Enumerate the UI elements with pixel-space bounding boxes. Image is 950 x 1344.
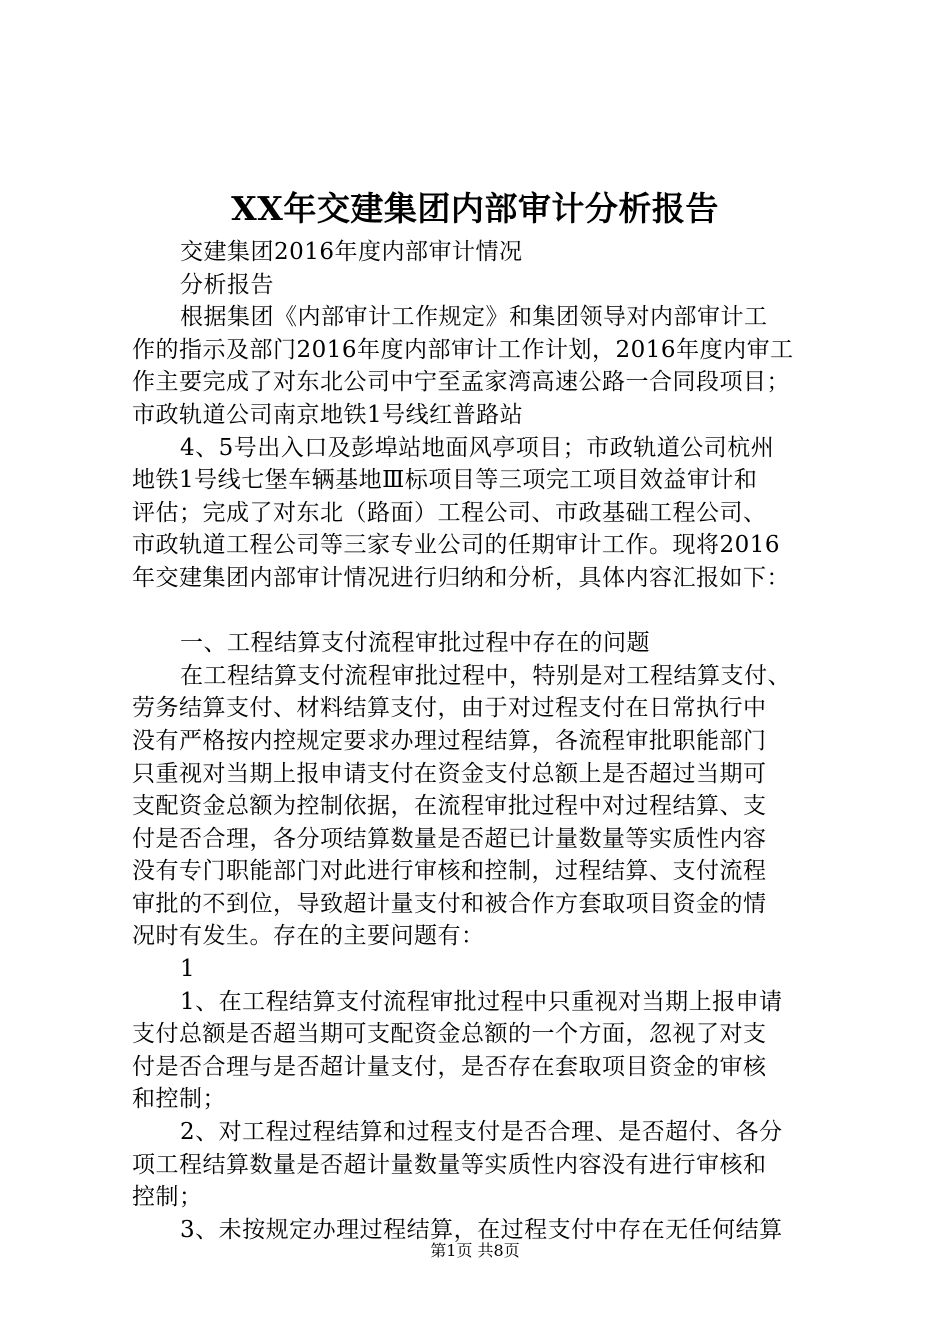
document-title: XX年交建集团内部审计分析报告 [231,189,719,228]
subtitle-line-2: 分析报告 [180,271,274,298]
paragraph-line: 市政轨道工程公司等三家专业公司的任期审计工作。现将2016 [132,532,781,559]
paragraph-line: 年交建集团内部审计情况进行归纳和分析，具体内容汇报如下： [132,564,790,591]
list-item-line: 支付总额是否超当期可支配资金总额的一个方面，忽视了对支 [132,1021,767,1048]
paragraph-line: 地铁1号线七堡车辆基地Ⅲ标项目等三项完工项目效益审计和 [132,467,758,494]
paragraph-line: 4、5号出入口及彭埠站地面风亭项目；市政轨道公司杭州 [180,434,775,461]
subtitle-line-1: 交建集团2016年度内部审计情况 [180,239,523,265]
list-item-line: 项工程结算数量是否超计量数量等实质性内容没有进行审核和 [132,1151,767,1178]
paragraph-line: 根据集团《内部审计工作规定》和集团领导对内部审计工 [180,304,768,331]
paragraph-line: 付是否合理，各分项结算数量是否超已计量数量等实质性内容 [132,825,767,852]
list-item-line: 3、未按规定办理过程结算，在过程支付中存在无任何结算 [180,1216,783,1243]
section-heading: 一、工程结算支付流程审批过程中存在的问题 [180,630,650,657]
document-body [132,236,832,1246]
list-marker: 1 [180,956,196,983]
paragraph-line: 劳务结算支付、材料结算支付，由于对过程支付在日常执行中 [132,695,767,722]
list-item-line: 控制； [132,1184,203,1211]
list-item-line: 付是否合理与是否超计量支付，是否存在套取项目资金的审核 [132,1053,767,1080]
paragraph-line: 在工程结算支付流程审批过程中，特别是对工程结算支付、 [180,662,791,689]
list-item-line: 1、在工程结算支付流程审批过程中只重视对当期上报申请 [180,988,783,1015]
paragraph-line: 作的指示及部门2016年度内部审计工作计划，2016年度内审工 [132,336,794,363]
paragraph-line: 况时有发生。存在的主要问题有： [132,923,485,950]
paragraph-gap [132,595,832,628]
list-item-line: 和控制； [132,1086,226,1113]
paragraph-line: 没有专门职能部门对此进行审核和控制，过程结算、支付流程 [132,858,767,885]
paragraph-line: 只重视对当期上报申请支付在资金支付总额上是否超过当期可 [132,760,767,787]
page-footer: 第1页 共8页 [430,1241,520,1260]
paragraph-line: 支配资金总额为控制依据，在流程审批过程中对过程结算、支 [132,793,767,820]
paragraph-line: 审批的不到位，导致超计量支付和被合作方套取项目资金的情 [132,890,767,917]
list-item-line: 2、对工程过程结算和过程支付是否合理、是否超付、各分 [180,1119,783,1146]
paragraph-line: 没有严格按内控规定要求办理过程结算，各流程审批职能部门 [132,727,767,754]
paragraph-line: 市政轨道公司南京地铁1号线红普路站 [132,401,524,428]
paragraph-line: 评估；完成了对东北（路面）工程公司、市政基础工程公司、 [132,499,767,526]
paragraph-line: 作主要完成了对东北公司中宁至孟家湾高速公路一合同段项目； [132,369,790,396]
